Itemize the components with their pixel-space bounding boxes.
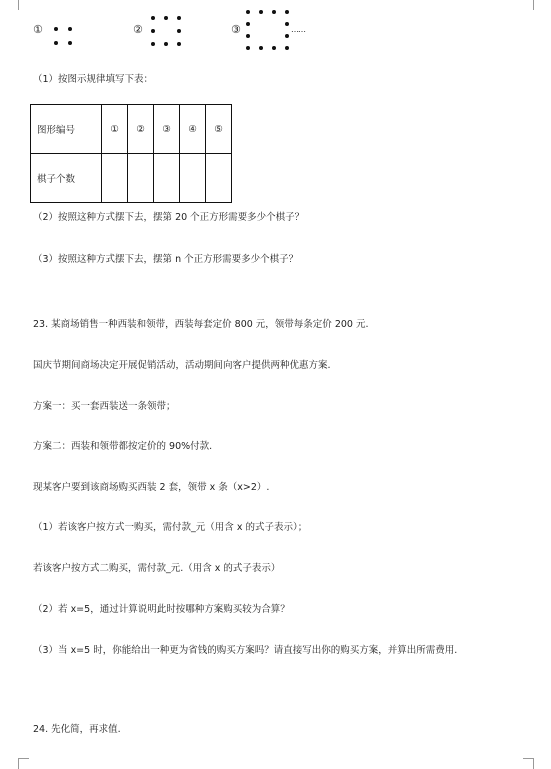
- table-cell-empty: [154, 154, 180, 203]
- table-cell-empty: [128, 154, 154, 203]
- page-corner-bottom-right: [523, 758, 534, 769]
- q23-promo: 国庆节期间商场决定开展促销活动，活动期间向客户提供两种优惠方案.: [33, 360, 331, 371]
- q23-plan2: 方案二：西装和领带都按定价的 90%付款.: [33, 441, 213, 452]
- table-row: [31, 154, 232, 203]
- table-cell-empty: [180, 154, 206, 203]
- table-header-piece-count: 棋子个数: [31, 154, 102, 203]
- figure-ellipsis: ……: [291, 25, 305, 34]
- q23-sub1a: （1）若该客户按方式一购买，需付款_元（用含 x 的式子表示）；: [33, 522, 308, 533]
- table-cell-empty: [102, 154, 128, 203]
- q22-sub1: （1）按图示规律填写下表：: [33, 74, 154, 85]
- table-col-1: ①: [102, 105, 128, 154]
- q22-sub3: （3）按照这种方式摆下去，摆第 n 个正方形需要多少个棋子？: [33, 254, 299, 265]
- page-corner-top-right: [523, 0, 534, 10]
- pattern-table: [30, 104, 232, 203]
- table-col-2: ②: [128, 105, 154, 154]
- q23-sub2: （2）若 x=5，通过计算说明此时按哪种方案购买较为合算？: [33, 604, 290, 615]
- figure-label-2: ②: [133, 23, 143, 36]
- q24-intro: 24. 先化简，再求值.: [33, 724, 121, 735]
- table-col-5: ⑤: [206, 105, 232, 154]
- figure-label-1: ①: [33, 23, 43, 36]
- table-header-figure-number: 图形编号: [31, 105, 102, 154]
- q23-sub3: （3）当 x=5 时，你能给出一种更为省钱的购买方案吗？请直接写出你的购买方案，并算出所需费用.: [33, 645, 458, 656]
- page-corner-bottom-left: [18, 758, 29, 769]
- figure-label-3: ③: [231, 23, 241, 36]
- q23-plan1: 方案一：买一套西装送一条领带；: [33, 401, 176, 412]
- q23-customer: 现某客户要到该商场购买西装 2 套，领带 x 条（x>2）.: [33, 482, 270, 493]
- table-cell-empty: [206, 154, 232, 203]
- table-row: [31, 105, 232, 154]
- q23-intro: 23. 某商场销售一种西装和领带，西装每套定价 800 元，领带每条定价 200 元.: [33, 319, 369, 330]
- table-col-3: ③: [154, 105, 180, 154]
- page-corner-top-left: [18, 0, 29, 10]
- table-col-4: ④: [180, 105, 206, 154]
- q22-sub2: （2）按照这种方式摆下去，摆第 20 个正方形需要多少个棋子？: [33, 212, 305, 223]
- q23-sub1b: 若该客户按方式二购买，需付款_元.（用含 x 的式子表示）: [33, 563, 281, 574]
